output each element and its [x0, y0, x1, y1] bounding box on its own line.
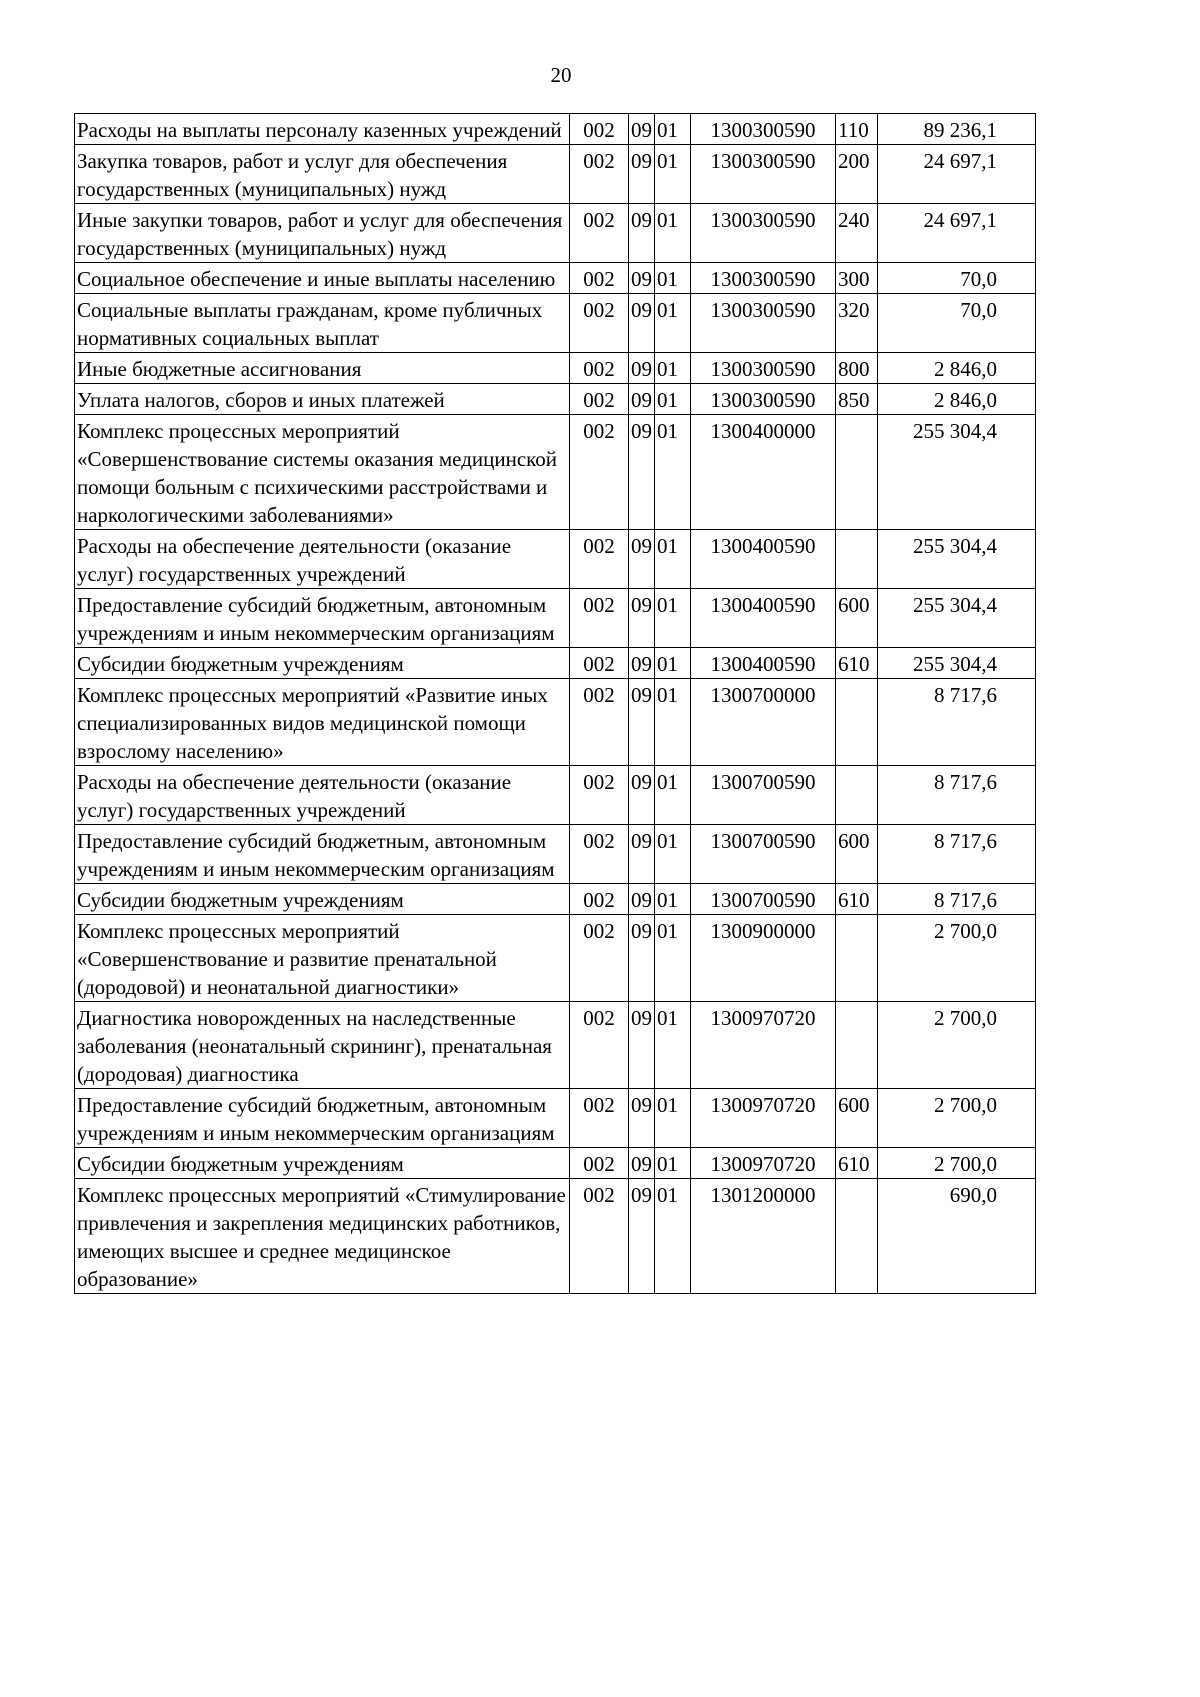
- subsection-code-cell: 01: [655, 915, 691, 1002]
- section-code-cell: 09: [629, 679, 655, 766]
- subsection-code-cell: 01: [655, 353, 691, 384]
- amount-cell: 24 697,1: [878, 204, 1036, 263]
- admin-code-cell: 002: [570, 1002, 629, 1089]
- amount-cell: 255 304,4: [878, 415, 1036, 530]
- amount-cell: 8 717,6: [878, 766, 1036, 825]
- expense-type-code-cell: 600: [836, 825, 878, 884]
- target-item-code-cell: 1300300590: [691, 263, 836, 294]
- expense-type-code-cell: 610: [836, 1148, 878, 1179]
- table-row: [75, 766, 1036, 825]
- target-item-code-cell: 1300300590: [691, 384, 836, 415]
- amount-cell: 2 700,0: [878, 1002, 1036, 1089]
- subsection-code-cell: 01: [655, 825, 691, 884]
- expense-name-cell: Расходы на выплаты персоналу казенных учреждений: [75, 114, 570, 145]
- section-code-cell: 09: [629, 825, 655, 884]
- section-code-cell: 09: [629, 589, 655, 648]
- budget-table: [74, 113, 1036, 1294]
- subsection-code-cell: 01: [655, 1148, 691, 1179]
- admin-code-cell: 002: [570, 204, 629, 263]
- target-item-code-cell: 1300400590: [691, 589, 836, 648]
- section-code-cell: 09: [629, 263, 655, 294]
- admin-code-cell: 002: [570, 766, 629, 825]
- section-code-cell: 09: [629, 884, 655, 915]
- subsection-code-cell: 01: [655, 1089, 691, 1148]
- target-item-code-cell: 1300400590: [691, 648, 836, 679]
- expense-type-code-cell: 240: [836, 204, 878, 263]
- expense-type-code-cell: [836, 530, 878, 589]
- table-row: [75, 384, 1036, 415]
- target-item-code-cell: 1300700590: [691, 766, 836, 825]
- table-row: [75, 145, 1036, 204]
- section-code-cell: 09: [629, 145, 655, 204]
- expense-name-cell: Расходы на обеспечение деятельности (оказание услуг) государственных учреждений: [75, 530, 570, 589]
- admin-code-cell: 002: [570, 589, 629, 648]
- admin-code-cell: 002: [570, 825, 629, 884]
- table-row: [75, 1002, 1036, 1089]
- expense-name-cell: Комплекс процессных мероприятий «Совершенствование и развитие пренатальной (дородовой) и неонатальной диагностики»: [75, 915, 570, 1002]
- target-item-code-cell: 1300970720: [691, 1089, 836, 1148]
- expense-type-code-cell: 800: [836, 353, 878, 384]
- expense-name-cell: Комплекс процессных мероприятий «Развитие иных специализированных видов медицинской помощи взрослому населению»: [75, 679, 570, 766]
- expense-type-code-cell: 110: [836, 114, 878, 145]
- table-row: [75, 825, 1036, 884]
- subsection-code-cell: 01: [655, 766, 691, 825]
- amount-cell: 8 717,6: [878, 825, 1036, 884]
- admin-code-cell: 002: [570, 1148, 629, 1179]
- admin-code-cell: 002: [570, 530, 629, 589]
- table-row: [75, 294, 1036, 353]
- admin-code-cell: 002: [570, 353, 629, 384]
- amount-cell: 89 236,1: [878, 114, 1036, 145]
- admin-code-cell: 002: [570, 884, 629, 915]
- expense-name-cell: Предоставление субсидий бюджетным, автономным учреждениям и иным некоммерческим организациям: [75, 825, 570, 884]
- admin-code-cell: 002: [570, 145, 629, 204]
- subsection-code-cell: 01: [655, 384, 691, 415]
- expense-type-code-cell: [836, 1179, 878, 1294]
- table-row: [75, 204, 1036, 263]
- target-item-code-cell: 1300900000: [691, 915, 836, 1002]
- section-code-cell: 09: [629, 766, 655, 825]
- target-item-code-cell: 1300400000: [691, 415, 836, 530]
- table-row: [75, 915, 1036, 1002]
- expense-type-code-cell: [836, 415, 878, 530]
- amount-cell: 70,0: [878, 294, 1036, 353]
- admin-code-cell: 002: [570, 415, 629, 530]
- expense-name-cell: Комплекс процессных мероприятий «Стимулирование привлечения и закрепления медицинских работников, имеющих высшее и среднее медицинское образование»: [75, 1179, 570, 1294]
- expense-type-code-cell: 600: [836, 589, 878, 648]
- table-row: [75, 884, 1036, 915]
- subsection-code-cell: 01: [655, 530, 691, 589]
- section-code-cell: 09: [629, 1002, 655, 1089]
- target-item-code-cell: 1300700590: [691, 884, 836, 915]
- subsection-code-cell: 01: [655, 679, 691, 766]
- expense-name-cell: Субсидии бюджетным учреждениям: [75, 884, 570, 915]
- table-row: [75, 1148, 1036, 1179]
- table-row: [75, 415, 1036, 530]
- expense-name-cell: Социальное обеспечение и иные выплаты населению: [75, 263, 570, 294]
- target-item-code-cell: 1301200000: [691, 1179, 836, 1294]
- target-item-code-cell: 1300300590: [691, 114, 836, 145]
- amount-cell: 255 304,4: [878, 589, 1036, 648]
- target-item-code-cell: 1300700000: [691, 679, 836, 766]
- amount-cell: 2 846,0: [878, 384, 1036, 415]
- admin-code-cell: 002: [570, 648, 629, 679]
- expense-type-code-cell: 850: [836, 384, 878, 415]
- expense-name-cell: Субсидии бюджетным учреждениям: [75, 1148, 570, 1179]
- subsection-code-cell: 01: [655, 415, 691, 530]
- expense-type-code-cell: 610: [836, 884, 878, 915]
- amount-cell: 8 717,6: [878, 679, 1036, 766]
- target-item-code-cell: 1300300590: [691, 353, 836, 384]
- expense-type-code-cell: 600: [836, 1089, 878, 1148]
- admin-code-cell: 002: [570, 263, 629, 294]
- amount-cell: 8 717,6: [878, 884, 1036, 915]
- expense-name-cell: Субсидии бюджетным учреждениям: [75, 648, 570, 679]
- table-row: [75, 1179, 1036, 1294]
- expense-type-code-cell: [836, 766, 878, 825]
- table-row: [75, 1089, 1036, 1148]
- subsection-code-cell: 01: [655, 589, 691, 648]
- subsection-code-cell: 01: [655, 1179, 691, 1294]
- expense-type-code-cell: 320: [836, 294, 878, 353]
- subsection-code-cell: 01: [655, 114, 691, 145]
- section-code-cell: 09: [629, 915, 655, 1002]
- section-code-cell: 09: [629, 384, 655, 415]
- table-row: [75, 648, 1036, 679]
- expense-name-cell: Уплата налогов, сборов и иных платежей: [75, 384, 570, 415]
- expense-type-code-cell: 610: [836, 648, 878, 679]
- section-code-cell: 09: [629, 415, 655, 530]
- amount-cell: 255 304,4: [878, 648, 1036, 679]
- target-item-code-cell: 1300970720: [691, 1148, 836, 1179]
- expense-name-cell: Диагностика новорожденных на наследственные заболевания (неонатальный скрининг), пренатальная (дородовая) диагностика: [75, 1002, 570, 1089]
- admin-code-cell: 002: [570, 294, 629, 353]
- target-item-code-cell: 1300970720: [691, 1002, 836, 1089]
- amount-cell: 2 700,0: [878, 915, 1036, 1002]
- budget-table-body: [75, 114, 1036, 1294]
- section-code-cell: 09: [629, 1148, 655, 1179]
- target-item-code-cell: 1300700590: [691, 825, 836, 884]
- section-code-cell: 09: [629, 294, 655, 353]
- expense-type-code-cell: 200: [836, 145, 878, 204]
- subsection-code-cell: 01: [655, 294, 691, 353]
- admin-code-cell: 002: [570, 114, 629, 145]
- section-code-cell: 09: [629, 204, 655, 263]
- subsection-code-cell: 01: [655, 204, 691, 263]
- section-code-cell: 09: [629, 353, 655, 384]
- amount-cell: 255 304,4: [878, 530, 1036, 589]
- section-code-cell: 09: [629, 1089, 655, 1148]
- target-item-code-cell: 1300400590: [691, 530, 836, 589]
- subsection-code-cell: 01: [655, 648, 691, 679]
- admin-code-cell: 002: [570, 679, 629, 766]
- table-row: [75, 114, 1036, 145]
- target-item-code-cell: 1300300590: [691, 145, 836, 204]
- expense-type-code-cell: [836, 915, 878, 1002]
- expense-name-cell: Комплекс процессных мероприятий «Совершенствование системы оказания медицинской помощи больным с психическими расстройствами и наркологическими заболеваниями»: [75, 415, 570, 530]
- amount-cell: 70,0: [878, 263, 1036, 294]
- target-item-code-cell: 1300300590: [691, 204, 836, 263]
- amount-cell: 690,0: [878, 1179, 1036, 1294]
- admin-code-cell: 002: [570, 1089, 629, 1148]
- expense-type-code-cell: [836, 1002, 878, 1089]
- expense-name-cell: Предоставление субсидий бюджетным, автономным учреждениям и иным некоммерческим организациям: [75, 589, 570, 648]
- expense-name-cell: Закупка товаров, работ и услуг для обеспечения государственных (муниципальных) нужд: [75, 145, 570, 204]
- section-code-cell: 09: [629, 114, 655, 145]
- admin-code-cell: 002: [570, 915, 629, 1002]
- amount-cell: 24 697,1: [878, 145, 1036, 204]
- expense-name-cell: Расходы на обеспечение деятельности (оказание услуг) государственных учреждений: [75, 766, 570, 825]
- expense-type-code-cell: 300: [836, 263, 878, 294]
- expense-name-cell: Иные бюджетные ассигнования: [75, 353, 570, 384]
- expense-name-cell: Иные закупки товаров, работ и услуг для обеспечения государственных (муниципальных) нужд: [75, 204, 570, 263]
- amount-cell: 2 700,0: [878, 1148, 1036, 1179]
- subsection-code-cell: 01: [655, 884, 691, 915]
- expense-type-code-cell: [836, 679, 878, 766]
- subsection-code-cell: 01: [655, 1002, 691, 1089]
- subsection-code-cell: 01: [655, 145, 691, 204]
- amount-cell: 2 846,0: [878, 353, 1036, 384]
- section-code-cell: 09: [629, 648, 655, 679]
- table-row: [75, 589, 1036, 648]
- table-row: [75, 679, 1036, 766]
- target-item-code-cell: 1300300590: [691, 294, 836, 353]
- expense-name-cell: Социальные выплаты гражданам, кроме публичных нормативных социальных выплат: [75, 294, 570, 353]
- subsection-code-cell: 01: [655, 263, 691, 294]
- table-row: [75, 530, 1036, 589]
- section-code-cell: 09: [629, 530, 655, 589]
- admin-code-cell: 002: [570, 1179, 629, 1294]
- admin-code-cell: 002: [570, 384, 629, 415]
- section-code-cell: 09: [629, 1179, 655, 1294]
- table-row: [75, 353, 1036, 384]
- amount-cell: 2 700,0: [878, 1089, 1036, 1148]
- table-row: [75, 263, 1036, 294]
- expense-name-cell: Предоставление субсидий бюджетным, автономным учреждениям и иным некоммерческим организациям: [75, 1089, 570, 1148]
- page-number: 20: [550, 63, 572, 87]
